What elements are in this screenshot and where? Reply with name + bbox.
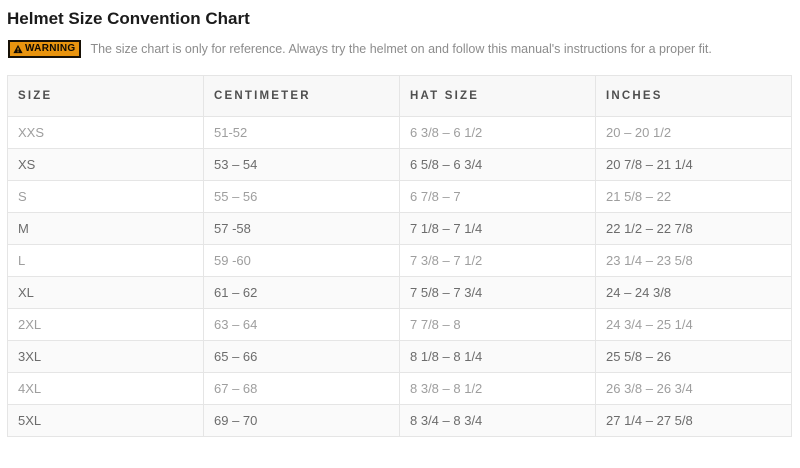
- cell-size: M: [8, 213, 204, 245]
- column-header-inches: INCHES: [596, 76, 792, 117]
- cell-centimeter: 51-52: [204, 117, 400, 149]
- cell-inches: 25 5/8 – 26: [596, 341, 792, 373]
- cell-centimeter: 61 – 62: [204, 277, 400, 309]
- table-header-row: [8, 76, 792, 117]
- cell-inches: 23 1/4 – 23 5/8: [596, 245, 792, 277]
- column-header-hat-size: HAT SIZE: [400, 76, 596, 117]
- table-row-xxs: [8, 117, 792, 149]
- cell-hat-size: 7 3/8 – 7 1/2: [400, 245, 596, 277]
- cell-size: XS: [8, 149, 204, 181]
- cell-centimeter: 59 -60: [204, 245, 400, 277]
- cell-centimeter: 69 – 70: [204, 405, 400, 437]
- cell-inches: 24 – 24 3/8: [596, 277, 792, 309]
- cell-hat-size: 7 1/8 – 7 1/4: [400, 213, 596, 245]
- cell-hat-size: 6 3/8 – 6 1/2: [400, 117, 596, 149]
- cell-hat-size: 8 3/4 – 8 3/4: [400, 405, 596, 437]
- warning-badge-label: WARNING: [25, 43, 76, 54]
- table-row-xs: [8, 149, 792, 181]
- column-header-centimeter: CENTIMETER: [204, 76, 400, 117]
- table-row-2xl: [8, 309, 792, 341]
- table-row-5xl: [8, 405, 792, 437]
- cell-centimeter: 55 – 56: [204, 181, 400, 213]
- table-row-s: [8, 181, 792, 213]
- cell-hat-size: 7 7/8 – 8: [400, 309, 596, 341]
- cell-size: L: [8, 245, 204, 277]
- cell-inches: 20 – 20 1/2: [596, 117, 792, 149]
- warning-row: [8, 40, 792, 58]
- warning-text: The size chart is only for reference. Always try the helmet on and follow this manual's instructions for a proper fit.: [90, 42, 712, 56]
- table-row-xl: [8, 277, 792, 309]
- table-row-l: [8, 245, 792, 277]
- cell-centimeter: 53 – 54: [204, 149, 400, 181]
- cell-inches: 27 1/4 – 27 5/8: [596, 405, 792, 437]
- table-body: [8, 117, 792, 437]
- warning-triangle-icon: [13, 44, 23, 54]
- cell-inches: 24 3/4 – 25 1/4: [596, 309, 792, 341]
- cell-inches: 21 5/8 – 22: [596, 181, 792, 213]
- cell-hat-size: 6 7/8 – 7: [400, 181, 596, 213]
- cell-size: S: [8, 181, 204, 213]
- cell-size: 2XL: [8, 309, 204, 341]
- cell-size: 4XL: [8, 373, 204, 405]
- cell-inches: 26 3/8 – 26 3/4: [596, 373, 792, 405]
- table-row-3xl: [8, 341, 792, 373]
- cell-size: 5XL: [8, 405, 204, 437]
- warning-badge: [8, 40, 81, 58]
- cell-hat-size: 7 5/8 – 7 3/4: [400, 277, 596, 309]
- cell-hat-size: 8 3/8 – 8 1/2: [400, 373, 596, 405]
- cell-size: 3XL: [8, 341, 204, 373]
- table-row-4xl: [8, 373, 792, 405]
- cell-size: XXS: [8, 117, 204, 149]
- cell-centimeter: 67 – 68: [204, 373, 400, 405]
- cell-inches: 22 1/2 – 22 7/8: [596, 213, 792, 245]
- cell-centimeter: 63 – 64: [204, 309, 400, 341]
- cell-hat-size: 8 1/8 – 8 1/4: [400, 341, 596, 373]
- cell-centimeter: 57 -58: [204, 213, 400, 245]
- column-header-size: SIZE: [8, 76, 204, 117]
- table-row-m: [8, 213, 792, 245]
- page-title: Helmet Size Convention Chart: [7, 9, 250, 28]
- cell-inches: 20 7/8 – 21 1/4: [596, 149, 792, 181]
- cell-size: XL: [8, 277, 204, 309]
- helmet-size-table: [7, 75, 792, 437]
- cell-centimeter: 65 – 66: [204, 341, 400, 373]
- cell-hat-size: 6 5/8 – 6 3/4: [400, 149, 596, 181]
